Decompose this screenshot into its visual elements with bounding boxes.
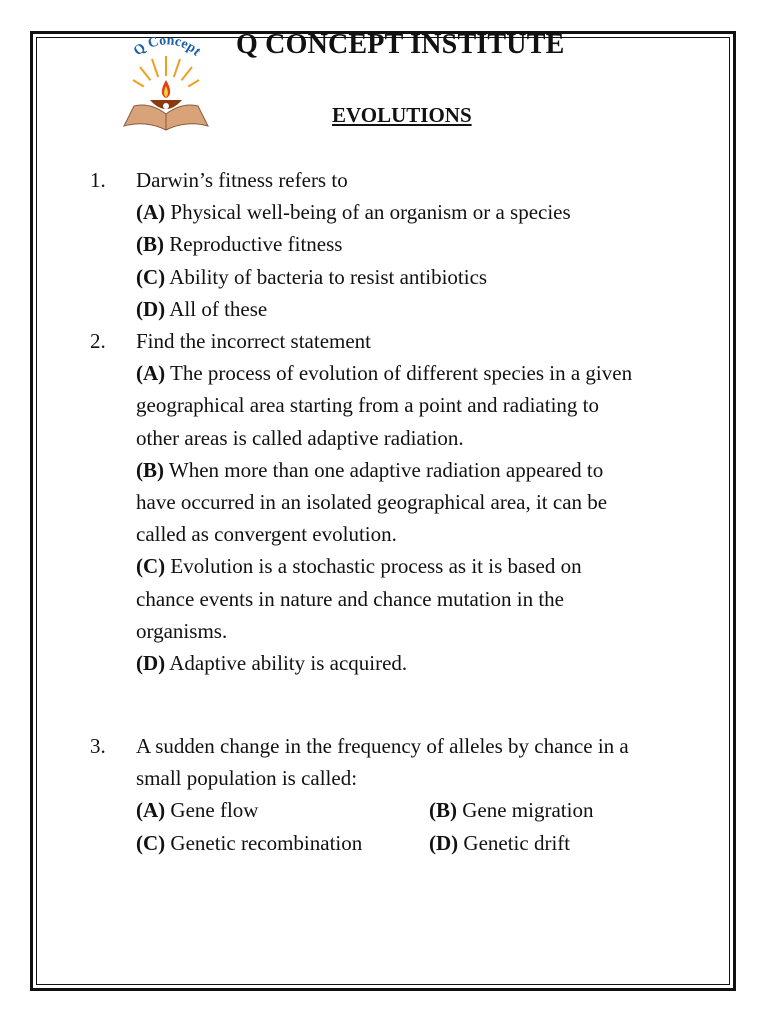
option-label: (C): [136, 554, 166, 579]
institute-name: Q CONCEPT INSTITUTE: [236, 29, 565, 60]
option-d: [136, 293, 684, 325]
option-a: [136, 357, 684, 389]
option-text: The process of evolution of different species in a given: [170, 361, 633, 386]
option-label: (A): [136, 361, 166, 386]
option-row: [136, 827, 684, 859]
option-c: [136, 261, 684, 293]
option-c: [136, 831, 362, 855]
option-text: Reproductive fitness: [169, 232, 343, 257]
option-label: (D): [136, 651, 166, 676]
institute-logo: [116, 34, 216, 134]
option-b: [136, 228, 684, 260]
option-text: When more than one adaptive radiation appeared to: [168, 457, 604, 482]
option-b-continued: have occurred in an isolated geographical area, it can be: [136, 490, 608, 515]
question-stem: Find the incorrect statement: [136, 329, 372, 353]
option-a: [136, 196, 684, 228]
option-row: [136, 794, 684, 826]
option-text: Gene migration: [462, 798, 594, 823]
question-stem: A sudden change in the frequency of alleles by chance in a: [136, 734, 629, 758]
option-text: Ability of bacteria to resist antibiotics: [169, 264, 488, 289]
option-label: (D): [429, 830, 459, 855]
option-text: Physical well-being of an organism or a species: [170, 200, 571, 225]
option-d: [429, 827, 570, 859]
option-label: (B): [429, 798, 457, 823]
option-text: Evolution is a stochastic process as it is based on: [170, 554, 582, 579]
option-label: (A): [136, 200, 166, 225]
option-text: All of these: [169, 296, 268, 321]
option-b-continued: called as convergent evolution.: [136, 522, 397, 547]
option-a: [136, 798, 258, 822]
question-number: 2.: [90, 329, 106, 353]
option-a-continued: other areas is called adaptive radiation.: [136, 425, 464, 450]
logo-text: Q Concept: [131, 34, 204, 60]
question-number: 1.: [90, 168, 106, 192]
option-text: Genetic drift: [463, 830, 571, 855]
svg-text:Q Concept: [131, 34, 204, 59]
option-a-continued: geographical area starting from a point and radiating to: [136, 393, 599, 418]
option-label: (A): [136, 798, 166, 823]
option-b: [136, 454, 684, 486]
option-text: Gene flow: [170, 798, 259, 823]
option-c-continued: organisms.: [136, 618, 228, 643]
option-label: (B): [136, 457, 164, 482]
option-text: Genetic recombination: [170, 830, 363, 855]
option-c-continued: chance events in nature and chance mutation in the: [136, 586, 564, 611]
question-number: 3.: [90, 734, 106, 758]
option-c: [136, 550, 684, 582]
option-label: (C): [136, 830, 166, 855]
option-text: Adaptive ability is acquired.: [169, 651, 408, 676]
page-title: EVOLUTIONS: [332, 103, 472, 127]
option-d: [136, 647, 684, 679]
question-stem: Darwin’s fitness refers to: [136, 168, 348, 192]
option-label: (C): [136, 264, 166, 289]
option-label: (D): [136, 296, 166, 321]
option-b: [429, 794, 593, 826]
option-label: (B): [136, 232, 164, 257]
question-stem-continued: small population is called:: [136, 766, 358, 791]
